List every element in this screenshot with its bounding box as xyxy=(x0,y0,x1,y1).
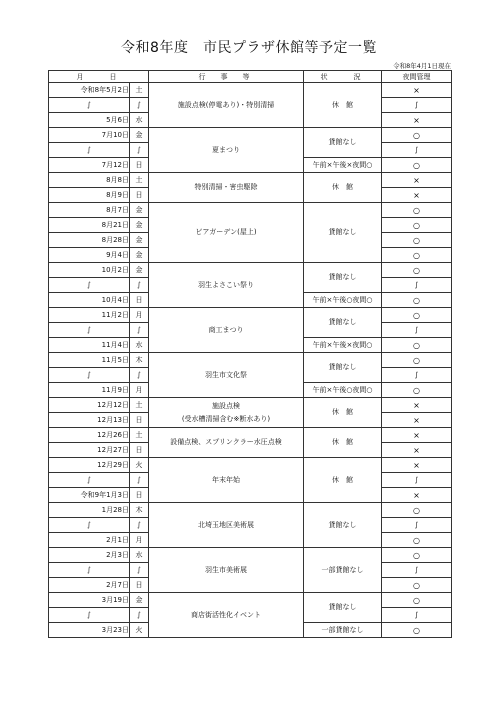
weekday-cell: 金 xyxy=(130,203,149,218)
night-management-cell: ○ xyxy=(382,308,452,323)
date-cell: 3月23日 xyxy=(49,623,130,638)
date-cell: 10月4日 xyxy=(49,293,130,308)
weekday-cell: ∫ xyxy=(130,368,149,383)
date-cell: 12月26日 xyxy=(49,428,130,443)
night-management-cell: ∫ xyxy=(382,143,452,158)
weekday-cell: ∫ xyxy=(130,98,149,113)
date-cell: 12月29日 xyxy=(49,458,130,473)
header-row xyxy=(49,71,452,83)
weekday-cell: 日 xyxy=(130,293,149,308)
table-row xyxy=(49,353,452,368)
date-cell: 11月5日 xyxy=(49,353,130,368)
header-date: 月 日 xyxy=(49,71,149,83)
date-cell: 8月9日 xyxy=(49,188,130,203)
night-management-cell: ○ xyxy=(382,248,452,263)
night-management-cell: ○ xyxy=(382,263,452,278)
status-cell: 貸館なし xyxy=(304,593,382,623)
night-management-cell: ○ xyxy=(382,233,452,248)
event-cell: 夏まつり xyxy=(149,128,304,173)
night-management-cell: ○ xyxy=(382,503,452,518)
date-cell: 11月4日 xyxy=(49,338,130,353)
date-cell: 5月6日 xyxy=(49,113,130,128)
status-cell: 貸館なし xyxy=(304,128,382,158)
night-management-cell: ○ xyxy=(382,578,452,593)
status-cell: 休 館 xyxy=(304,398,382,428)
date-cell: 12月13日 xyxy=(49,413,130,428)
night-management-cell: ∫ xyxy=(382,98,452,113)
night-management-cell: × xyxy=(382,428,452,443)
schedule-body xyxy=(49,83,452,638)
night-management-cell: ∫ xyxy=(382,563,452,578)
date-cell: 9月4日 xyxy=(49,248,130,263)
status-cell: 休 館 xyxy=(304,83,382,128)
date-cell: ∫ xyxy=(49,473,130,488)
night-management-cell: × xyxy=(382,488,452,503)
night-management-cell: ○ xyxy=(382,383,452,398)
date-cell: 11月9日 xyxy=(49,383,130,398)
event-cell: 施設点検(停電あり)・特別清掃 xyxy=(149,83,304,128)
as-of-date: 令和8年4月1日現在 xyxy=(393,62,451,70)
night-management-cell: × xyxy=(382,413,452,428)
table-row xyxy=(49,593,452,608)
status-cell: 貸館なし xyxy=(304,263,382,293)
weekday-cell: 金 xyxy=(130,233,149,248)
table-row xyxy=(49,83,452,98)
date-cell: 3月19日 xyxy=(49,593,130,608)
event-cell: 商店街活性化イベント xyxy=(149,593,304,638)
date-cell: ∫ xyxy=(49,98,130,113)
night-management-cell: ○ xyxy=(382,533,452,548)
event-cell: 商工まつり xyxy=(149,308,304,353)
status-cell: 休 館 xyxy=(304,458,382,503)
header-night-management: 夜間管理 xyxy=(382,71,452,83)
weekday-cell: 土 xyxy=(130,428,149,443)
event-cell: 羽生市美術展 xyxy=(149,548,304,593)
date-cell: 2月7日 xyxy=(49,578,130,593)
weekday-cell: 日 xyxy=(130,158,149,173)
date-cell: 12月12日 xyxy=(49,398,130,413)
weekday-cell: 土 xyxy=(130,398,149,413)
status-cell: 午前×午後×夜間○ xyxy=(304,338,382,353)
event-cell: 年末年始 xyxy=(149,458,304,503)
date-cell: 2月3日 xyxy=(49,548,130,563)
status-cell: 休 館 xyxy=(304,428,382,458)
page-title: 令和8年度 市民プラザ休館等予定一覧 xyxy=(121,40,377,56)
date-cell: 12月27日 xyxy=(49,443,130,458)
table-row xyxy=(49,503,452,518)
night-management-cell: ○ xyxy=(382,353,452,368)
weekday-cell: 日 xyxy=(130,578,149,593)
night-management-cell: × xyxy=(382,398,452,413)
weekday-cell: 土 xyxy=(130,173,149,188)
event-cell: 特別清掃・害虫駆除 xyxy=(149,173,304,203)
night-management-cell: ○ xyxy=(382,128,452,143)
header-event: 行 事 等 xyxy=(149,71,304,83)
weekday-cell: 水 xyxy=(130,548,149,563)
table-row xyxy=(49,128,452,143)
event-cell: 羽生市文化祭 xyxy=(149,353,304,398)
date-cell: 令和8年5月2日 xyxy=(49,83,130,98)
night-management-cell: × xyxy=(382,458,452,473)
weekday-cell: 水 xyxy=(130,113,149,128)
event-cell: 設備点検、スプリンクラー水圧点検 xyxy=(149,428,304,458)
night-management-cell: ∫ xyxy=(382,368,452,383)
night-management-cell: ∫ xyxy=(382,518,452,533)
date-cell: ∫ xyxy=(49,563,130,578)
date-cell: ∫ xyxy=(49,608,130,623)
status-cell: 貸館なし xyxy=(304,308,382,338)
night-management-cell: × xyxy=(382,113,452,128)
event-cell: 羽生よさこい祭り xyxy=(149,263,304,308)
weekday-cell: 木 xyxy=(130,353,149,368)
night-management-cell: ∫ xyxy=(382,278,452,293)
status-cell: 午前×午後○夜間○ xyxy=(304,383,382,398)
weekday-cell: 火 xyxy=(130,623,149,638)
status-cell: 休 館 xyxy=(304,173,382,203)
date-cell: ∫ xyxy=(49,323,130,338)
date-cell: 7月12日 xyxy=(49,158,130,173)
weekday-cell: 金 xyxy=(130,248,149,263)
table-row xyxy=(49,203,452,218)
night-management-cell: × xyxy=(382,83,452,98)
weekday-cell: 木 xyxy=(130,503,149,518)
date-cell: 8月7日 xyxy=(49,203,130,218)
weekday-cell: 日 xyxy=(130,413,149,428)
weekday-cell: 水 xyxy=(130,338,149,353)
status-cell: 貸館なし xyxy=(304,203,382,263)
event-cell: 北埼玉地区美術展 xyxy=(149,503,304,548)
night-management-cell: ○ xyxy=(382,203,452,218)
night-management-cell: ∫ xyxy=(382,323,452,338)
table-row xyxy=(49,428,452,443)
weekday-cell: 火 xyxy=(130,458,149,473)
date-cell: 8月28日 xyxy=(49,233,130,248)
weekday-cell: ∫ xyxy=(130,278,149,293)
night-management-cell: ○ xyxy=(382,623,452,638)
weekday-cell: ∫ xyxy=(130,323,149,338)
weekday-cell: ∫ xyxy=(130,608,149,623)
weekday-cell: 日 xyxy=(130,188,149,203)
weekday-cell: 金 xyxy=(130,263,149,278)
date-cell: 令和9年1月3日 xyxy=(49,488,130,503)
night-management-cell: × xyxy=(382,188,452,203)
weekday-cell: 月 xyxy=(130,308,149,323)
table-row xyxy=(49,458,452,473)
weekday-cell: ∫ xyxy=(130,473,149,488)
night-management-cell: ○ xyxy=(382,293,452,308)
date-cell: ∫ xyxy=(49,278,130,293)
weekday-cell: 金 xyxy=(130,128,149,143)
status-cell: 午前×午後○夜間○ xyxy=(304,293,382,308)
date-cell: 11月2日 xyxy=(49,308,130,323)
date-cell: ∫ xyxy=(49,368,130,383)
table-row xyxy=(49,308,452,323)
weekday-cell: 金 xyxy=(130,218,149,233)
date-cell: 2月1日 xyxy=(49,533,130,548)
event-cell: 施設点検 (受水槽清掃含む※断水あり) xyxy=(149,398,304,428)
night-management-cell: ∫ xyxy=(382,473,452,488)
date-cell: 8月8日 xyxy=(49,173,130,188)
status-cell: 貸館なし xyxy=(304,353,382,383)
night-management-cell: ∫ xyxy=(382,608,452,623)
table-row xyxy=(49,398,452,413)
weekday-cell: 日 xyxy=(130,488,149,503)
night-management-cell: ○ xyxy=(382,338,452,353)
table-row xyxy=(49,548,452,563)
weekday-cell: 土 xyxy=(130,83,149,98)
night-management-cell: × xyxy=(382,443,452,458)
date-cell: ∫ xyxy=(49,518,130,533)
night-management-cell: ○ xyxy=(382,158,452,173)
status-cell: 一部貸館なし xyxy=(304,623,382,638)
weekday-cell: 月 xyxy=(130,383,149,398)
weekday-cell: ∫ xyxy=(130,563,149,578)
weekday-cell: ∫ xyxy=(130,143,149,158)
weekday-cell: 金 xyxy=(130,593,149,608)
weekday-cell: 日 xyxy=(130,443,149,458)
date-cell: ∫ xyxy=(49,143,130,158)
table-row xyxy=(49,263,452,278)
date-cell: 1月28日 xyxy=(49,503,130,518)
table-row xyxy=(49,173,452,188)
status-cell: 午前×午後×夜間○ xyxy=(304,158,382,173)
date-cell: 8月21日 xyxy=(49,218,130,233)
event-cell: ビアガーデン(屋上) xyxy=(149,203,304,263)
schedule-table xyxy=(48,70,452,638)
weekday-cell: 月 xyxy=(130,533,149,548)
status-cell: 一部貸館なし xyxy=(304,548,382,593)
date-cell: 10月2日 xyxy=(49,263,130,278)
date-cell: 7月10日 xyxy=(49,128,130,143)
status-cell: 貸館なし xyxy=(304,503,382,548)
night-management-cell: ○ xyxy=(382,548,452,563)
night-management-cell: ○ xyxy=(382,218,452,233)
weekday-cell: ∫ xyxy=(130,518,149,533)
night-management-cell: ○ xyxy=(382,593,452,608)
night-management-cell: × xyxy=(382,173,452,188)
header-status: 状 況 xyxy=(304,71,382,83)
